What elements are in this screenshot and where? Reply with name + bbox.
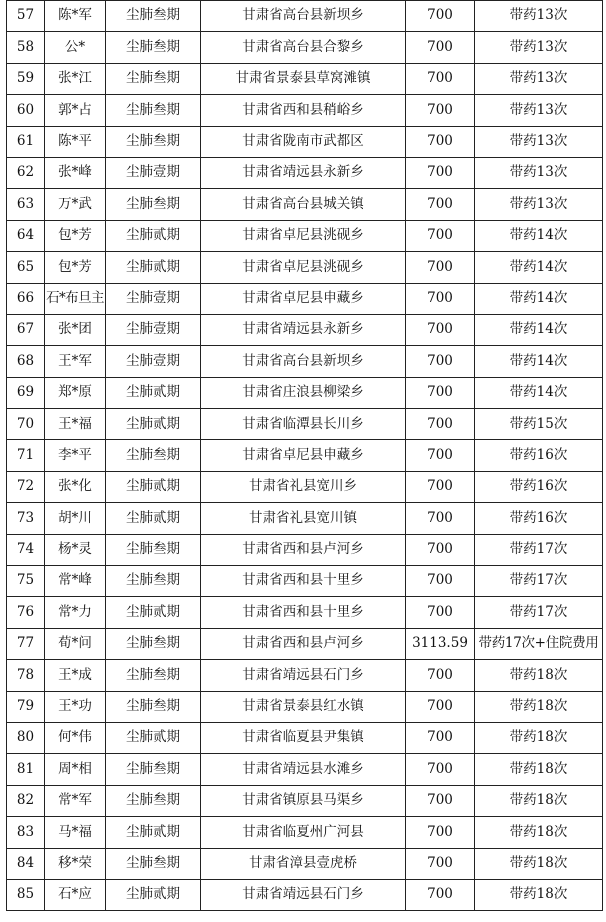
diagnosis-cell: 尘肺贰期: [106, 377, 201, 408]
amount-cell: 700: [406, 691, 475, 722]
row-number-cell: 58: [7, 32, 45, 63]
address-cell: 甘肃省西和县稍峪乡: [201, 95, 406, 126]
row-number-cell: 69: [7, 377, 45, 408]
note-cell: 带药13次: [475, 32, 603, 63]
address-cell: 甘肃省西和县卢河乡: [201, 628, 406, 659]
address-cell: 甘肃省靖远县石门乡: [201, 879, 406, 910]
diagnosis-cell: 尘肺叁期: [106, 754, 201, 785]
note-cell: 带药18次: [475, 817, 603, 848]
amount-cell: 700: [406, 534, 475, 565]
name-cell: 常*力: [45, 597, 106, 628]
note-cell: 带药18次: [475, 754, 603, 785]
row-number-cell: 63: [7, 189, 45, 220]
note-cell: 带药13次: [475, 126, 603, 157]
address-cell: 甘肃省西和县十里乡: [201, 597, 406, 628]
diagnosis-cell: 尘肺叁期: [106, 691, 201, 722]
address-cell: 甘肃省靖远县石门乡: [201, 660, 406, 691]
name-cell: 马*福: [45, 817, 106, 848]
address-cell: 甘肃省漳县壹虎桥: [201, 848, 406, 879]
amount-cell: 700: [406, 220, 475, 251]
row-number-cell: 80: [7, 722, 45, 753]
amount-cell: 700: [406, 785, 475, 816]
row-number-cell: 65: [7, 252, 45, 283]
diagnosis-cell: 尘肺叁期: [106, 660, 201, 691]
amount-cell: 700: [406, 722, 475, 753]
name-cell: 荀*问: [45, 628, 106, 659]
address-cell: 甘肃省高台县新坝乡: [201, 346, 406, 377]
note-cell: 带药15次: [475, 409, 603, 440]
address-cell: 甘肃省临夏县尹集镇: [201, 722, 406, 753]
diagnosis-cell: 尘肺贰期: [106, 722, 201, 753]
name-cell: 杨*灵: [45, 534, 106, 565]
note-cell: 带药13次: [475, 95, 603, 126]
address-cell: 甘肃省临夏州广河县: [201, 817, 406, 848]
diagnosis-cell: 尘肺叁期: [106, 63, 201, 94]
name-cell: 周*相: [45, 754, 106, 785]
row-number-cell: 66: [7, 283, 45, 314]
diagnosis-cell: 尘肺叁期: [106, 1, 201, 32]
note-cell: 带药18次: [475, 785, 603, 816]
table-row: [7, 252, 603, 283]
row-number-cell: 83: [7, 817, 45, 848]
amount-cell: 700: [406, 32, 475, 63]
table-body: [7, 1, 603, 911]
diagnosis-cell: 尘肺壹期: [106, 346, 201, 377]
note-cell: 带药14次: [475, 346, 603, 377]
diagnosis-cell: 尘肺贰期: [106, 817, 201, 848]
name-cell: 张*团: [45, 314, 106, 345]
name-cell: 石*布旦主: [45, 283, 106, 314]
amount-cell: 700: [406, 1, 475, 32]
note-cell: 带药18次: [475, 848, 603, 879]
amount-cell: 700: [406, 879, 475, 910]
table-row: [7, 220, 603, 251]
table-row: [7, 785, 603, 816]
diagnosis-cell: 尘肺贰期: [106, 252, 201, 283]
diagnosis-cell: 尘肺壹期: [106, 283, 201, 314]
table-row: [7, 189, 603, 220]
amount-cell: 700: [406, 377, 475, 408]
table-row: [7, 503, 603, 534]
table-row: [7, 440, 603, 471]
address-cell: 甘肃省西和县十里乡: [201, 566, 406, 597]
table-row: [7, 377, 603, 408]
name-cell: 王*成: [45, 660, 106, 691]
row-number-cell: 64: [7, 220, 45, 251]
amount-cell: 700: [406, 660, 475, 691]
row-number-cell: 81: [7, 754, 45, 785]
row-number-cell: 68: [7, 346, 45, 377]
address-cell: 甘肃省靖远县永新乡: [201, 314, 406, 345]
address-cell: 甘肃省靖远县水滩乡: [201, 754, 406, 785]
name-cell: 张*峰: [45, 157, 106, 188]
note-cell: 带药18次: [475, 722, 603, 753]
diagnosis-cell: 尘肺叁期: [106, 189, 201, 220]
note-cell: 带药16次: [475, 503, 603, 534]
address-cell: 甘肃省高台县合黎乡: [201, 32, 406, 63]
name-cell: 常*军: [45, 785, 106, 816]
note-cell: 带药17次: [475, 534, 603, 565]
amount-cell: 700: [406, 126, 475, 157]
amount-cell: 700: [406, 848, 475, 879]
amount-cell: 700: [406, 440, 475, 471]
note-cell: 带药17次+住院费用: [475, 628, 603, 659]
amount-cell: 700: [406, 189, 475, 220]
table-row: [7, 597, 603, 628]
diagnosis-cell: 尘肺叁期: [106, 848, 201, 879]
row-number-cell: 76: [7, 597, 45, 628]
amount-cell: 700: [406, 314, 475, 345]
row-number-cell: 74: [7, 534, 45, 565]
amount-cell: 700: [406, 597, 475, 628]
row-number-cell: 85: [7, 879, 45, 910]
note-cell: 带药17次: [475, 566, 603, 597]
address-cell: 甘肃省卓尼县申藏乡: [201, 440, 406, 471]
name-cell: 郑*原: [45, 377, 106, 408]
address-cell: 甘肃省卓尼县申藏乡: [201, 283, 406, 314]
row-number-cell: 61: [7, 126, 45, 157]
name-cell: 石*应: [45, 879, 106, 910]
row-number-cell: 84: [7, 848, 45, 879]
table-row: [7, 566, 603, 597]
row-number-cell: 82: [7, 785, 45, 816]
diagnosis-cell: 尘肺贰期: [106, 220, 201, 251]
address-cell: 甘肃省镇原县马渠乡: [201, 785, 406, 816]
name-cell: 常*峰: [45, 566, 106, 597]
note-cell: 带药13次: [475, 1, 603, 32]
note-cell: 带药16次: [475, 440, 603, 471]
row-number-cell: 75: [7, 566, 45, 597]
address-cell: 甘肃省西和县卢河乡: [201, 534, 406, 565]
diagnosis-cell: 尘肺叁期: [106, 785, 201, 816]
note-cell: 带药14次: [475, 220, 603, 251]
row-number-cell: 60: [7, 95, 45, 126]
name-cell: 张*化: [45, 471, 106, 502]
note-cell: 带药18次: [475, 660, 603, 691]
name-cell: 王*功: [45, 691, 106, 722]
amount-cell: 700: [406, 471, 475, 502]
row-number-cell: 57: [7, 1, 45, 32]
name-cell: 万*武: [45, 189, 106, 220]
amount-cell: 700: [406, 63, 475, 94]
note-cell: 带药14次: [475, 252, 603, 283]
table-row: [7, 534, 603, 565]
row-number-cell: 71: [7, 440, 45, 471]
diagnosis-cell: 尘肺叁期: [106, 566, 201, 597]
note-cell: 带药14次: [475, 314, 603, 345]
table-row: [7, 471, 603, 502]
row-number-cell: 79: [7, 691, 45, 722]
note-cell: 带药14次: [475, 377, 603, 408]
name-cell: 陈*平: [45, 126, 106, 157]
note-cell: 带药18次: [475, 691, 603, 722]
table-row: [7, 754, 603, 785]
amount-cell: 700: [406, 566, 475, 597]
table-row: [7, 32, 603, 63]
name-cell: 李*平: [45, 440, 106, 471]
diagnosis-cell: 尘肺贰期: [106, 879, 201, 910]
diagnosis-cell: 尘肺壹期: [106, 157, 201, 188]
name-cell: 移*荣: [45, 848, 106, 879]
address-cell: 甘肃省卓尼县洮砚乡: [201, 220, 406, 251]
address-cell: 甘肃省高台县新坝乡: [201, 1, 406, 32]
address-cell: 甘肃省庄浪县柳梁乡: [201, 377, 406, 408]
name-cell: 何*伟: [45, 722, 106, 753]
table-row: [7, 817, 603, 848]
diagnosis-cell: 尘肺贰期: [106, 503, 201, 534]
row-number-cell: 72: [7, 471, 45, 502]
name-cell: 陈*军: [45, 1, 106, 32]
row-number-cell: 59: [7, 63, 45, 94]
table-row: [7, 722, 603, 753]
amount-cell: 700: [406, 346, 475, 377]
amount-cell: 700: [406, 817, 475, 848]
table-row: [7, 660, 603, 691]
table-row: [7, 409, 603, 440]
note-cell: 带药18次: [475, 879, 603, 910]
table-row: [7, 157, 603, 188]
amount-cell: 3113.59: [406, 628, 475, 659]
amount-cell: 700: [406, 754, 475, 785]
table-row: [7, 628, 603, 659]
table-row: [7, 283, 603, 314]
row-number-cell: 62: [7, 157, 45, 188]
amount-cell: 700: [406, 283, 475, 314]
name-cell: 王*福: [45, 409, 106, 440]
patient-table: [6, 0, 603, 911]
note-cell: 带药17次: [475, 597, 603, 628]
note-cell: 带药13次: [475, 157, 603, 188]
name-cell: 包*芳: [45, 220, 106, 251]
address-cell: 甘肃省景泰县红水镇: [201, 691, 406, 722]
note-cell: 带药13次: [475, 189, 603, 220]
diagnosis-cell: 尘肺贰期: [106, 409, 201, 440]
table-row: [7, 691, 603, 722]
amount-cell: 700: [406, 503, 475, 534]
address-cell: 甘肃省高台县城关镇: [201, 189, 406, 220]
table-row: [7, 63, 603, 94]
table-row: [7, 848, 603, 879]
address-cell: 甘肃省临潭县长川乡: [201, 409, 406, 440]
diagnosis-cell: 尘肺叁期: [106, 32, 201, 63]
note-cell: 带药13次: [475, 63, 603, 94]
address-cell: 甘肃省靖远县永新乡: [201, 157, 406, 188]
table-row: [7, 1, 603, 32]
row-number-cell: 70: [7, 409, 45, 440]
note-cell: 带药16次: [475, 471, 603, 502]
name-cell: 公*: [45, 32, 106, 63]
address-cell: 甘肃省卓尼县洮砚乡: [201, 252, 406, 283]
diagnosis-cell: 尘肺壹期: [106, 314, 201, 345]
row-number-cell: 78: [7, 660, 45, 691]
name-cell: 张*江: [45, 63, 106, 94]
diagnosis-cell: 尘肺叁期: [106, 628, 201, 659]
table-row: [7, 95, 603, 126]
amount-cell: 700: [406, 252, 475, 283]
name-cell: 王*军: [45, 346, 106, 377]
diagnosis-cell: 尘肺贰期: [106, 597, 201, 628]
amount-cell: 700: [406, 95, 475, 126]
name-cell: 包*芳: [45, 252, 106, 283]
diagnosis-cell: 尘肺叁期: [106, 95, 201, 126]
table-row: [7, 314, 603, 345]
diagnosis-cell: 尘肺叁期: [106, 126, 201, 157]
address-cell: 甘肃省景泰县草窝滩镇: [201, 63, 406, 94]
note-cell: 带药14次: [475, 283, 603, 314]
row-number-cell: 67: [7, 314, 45, 345]
table-row: [7, 879, 603, 910]
name-cell: 郭*占: [45, 95, 106, 126]
address-cell: 甘肃省礼县宽川乡: [201, 471, 406, 502]
row-number-cell: 73: [7, 503, 45, 534]
amount-cell: 700: [406, 157, 475, 188]
amount-cell: 700: [406, 409, 475, 440]
diagnosis-cell: 尘肺叁期: [106, 440, 201, 471]
name-cell: 胡*川: [45, 503, 106, 534]
row-number-cell: 77: [7, 628, 45, 659]
table-row: [7, 126, 603, 157]
diagnosis-cell: 尘肺叁期: [106, 534, 201, 565]
diagnosis-cell: 尘肺贰期: [106, 471, 201, 502]
address-cell: 甘肃省陇南市武都区: [201, 126, 406, 157]
table-row: [7, 346, 603, 377]
address-cell: 甘肃省礼县宽川镇: [201, 503, 406, 534]
